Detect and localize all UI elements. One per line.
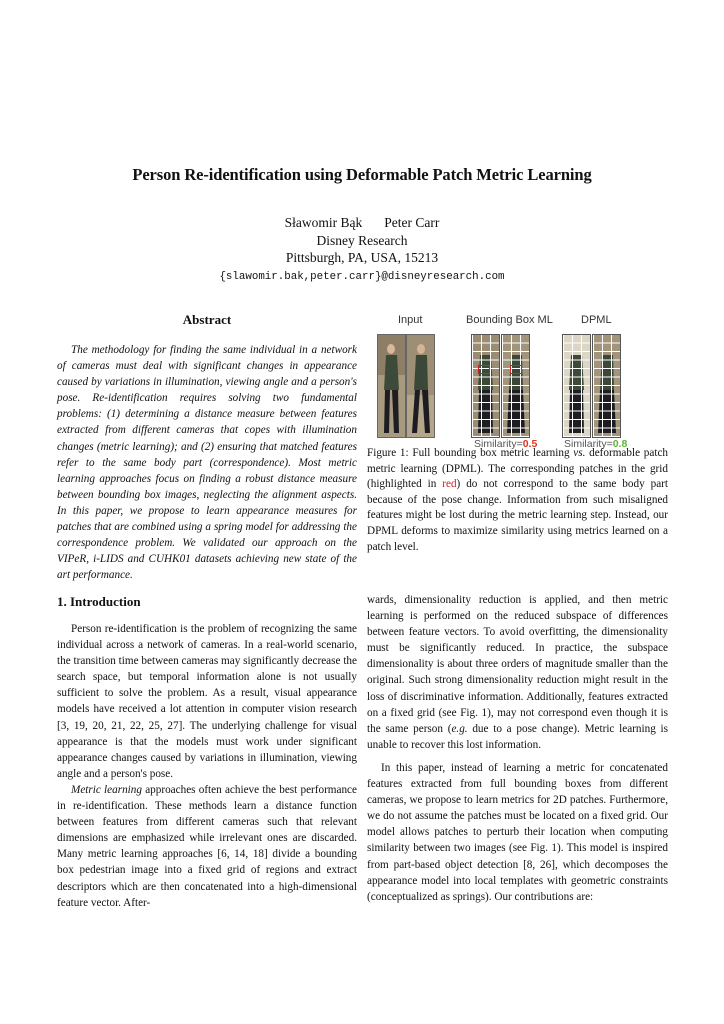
right-column-text [367,592,668,905]
caption-text: deformable patch metric learning (DPML). The corresponding patches in the grid (highlighted in [367,447,668,491]
abstract-text [57,342,357,583]
figure-label-input: Input [398,314,423,326]
address: Pittsburgh, PA, USA, 15213 [285,250,439,265]
figure-caption [367,446,668,555]
bbml-grid-2 [501,334,530,438]
paragraph-text: approaches often achieve the best performance in re-identification. These methods learn a distance function between features from different cameras such that relevant dimensions are emphasized while irrelevant ones are discarded. Many metric learning approaches [6, 14, 18] divide a bounding box pedestrian image into a fixed grid of regions and extract descriptors which are then concatenated into a high-dimensional feature vector. After- [57,783,357,909]
paper-title: Person Re-identification using Deformable Patch Metric Learning [132,165,592,184]
caption-red-word: red [442,478,457,491]
emphasis: e.g. [451,722,468,735]
figure-1 [367,310,668,450]
figure-label-bbml: Bounding Box ML [466,314,553,326]
author-name: Peter Carr [384,215,440,230]
caption-text: ) do not correspond to the same body part because of the pose change. Information from such misaligned features might be lost during the metric learning step. Instead, our DPML deforms to maximize similarity using metrics learned on a patch level. [367,478,668,553]
similarity-value: 0.8 [612,438,628,450]
dpml-grid-1 [562,334,591,438]
similarity-value: 0.5 [522,438,538,450]
person-image-1 [377,334,406,438]
emphasis: Metric learning [71,783,142,796]
paragraph: Person re-identification is the problem of recognizing the same individual across a network of cameras. In a real-world scenario, the transition time between cameras may significantly decrease the search space, but temporal information alone is not usually sufficient to solve the problem. As a result, visual appearance models have received a lot attention in computer vision research [3, 19, 20, 21, 22, 25, 27]. The underlying challenge for visual appearance is that the models must work under significant appearance changes caused by variations in illumination, viewing angle and a person's pose. [57,623,357,780]
introduction-text [57,621,357,911]
affiliation: Disney Research [316,232,408,248]
author-name: Sławomir Bąk [284,215,363,230]
dpml-grid-2 [592,334,621,438]
figure-label-dpml: DPML [581,314,612,326]
paragraph-text: wards, dimensionality reduction is applied, and then metric learning is performed on the reduced subspace of differences between feature vectors. To avoid overfitting, the dimensionality must be significantly reduced. In practice, the subspace dimensionality is about three orders of magnitude smaller than the original. Such strong dimensionality reduction might result in the loss of discriminative information. Additionally, features extracted on a fixed grid (see Fig. 1), may not correspond even though it is the same person ( [367,594,668,735]
email: {slawomir.bak,peter.carr}@disneyresearch.com [219,270,505,283]
bbml-grid-1 [471,334,500,438]
paragraph [367,592,668,753]
similarity-label: Similarity= [474,438,523,450]
highlight-patch [478,365,490,374]
author-block [0,214,724,285]
abstract-paragraph: The methodology for finding the same individual in a network of cameras must deal with significant changes in appearance caused by variations in illumination, viewing angle and a person's pose. Re-identification requires solving two fundamental problems: (1) determining a distance measure between features extracted from different cameras that copes with illumination changes (metric learning); and (2) ensuring that matched features refer to the same body part (correspondence). Most metric learning approaches focus on finding a robust distance measure between bounding box images, neglecting the alignment aspects. In this paper, we propose to learn appearance measures for patches that are combined using a spring model for addressing the correspondence problem. We validated our approach on the VIPeR, i-LIDS and CUHK01 datasets achieving new state of the art performance. [57,344,357,582]
section-heading: 1. Introduction [57,594,141,609]
caption-text: Figure 1: Full bounding box metric learning [367,447,574,459]
caption-text: vs. [573,447,586,459]
paragraph-text: due to a pose change). Metric learning is unable to recover this lost information. [367,722,668,751]
person-image-2 [406,334,435,438]
highlight-patch [510,365,522,374]
paragraph: In this paper, instead of learning a metric for concatenated features extracted from full bounding boxes from different cameras, we propose to learn metrics for 2D patches. Furthermore, we do not assume the patches must be located on a fixed grid. Our model allows patches to perturb their location when computing similarity between two images (see Fig. 1). This model is inspired from part-based object detection [8, 26], which decomposes the appearance model into local templates with geometric constraints (conceptualized as springs). Our contributions are: [367,761,668,903]
author-names [0,214,724,232]
paragraph [57,782,357,911]
similarity-label: Similarity= [564,438,613,450]
abstract-heading: Abstract [182,312,232,327]
